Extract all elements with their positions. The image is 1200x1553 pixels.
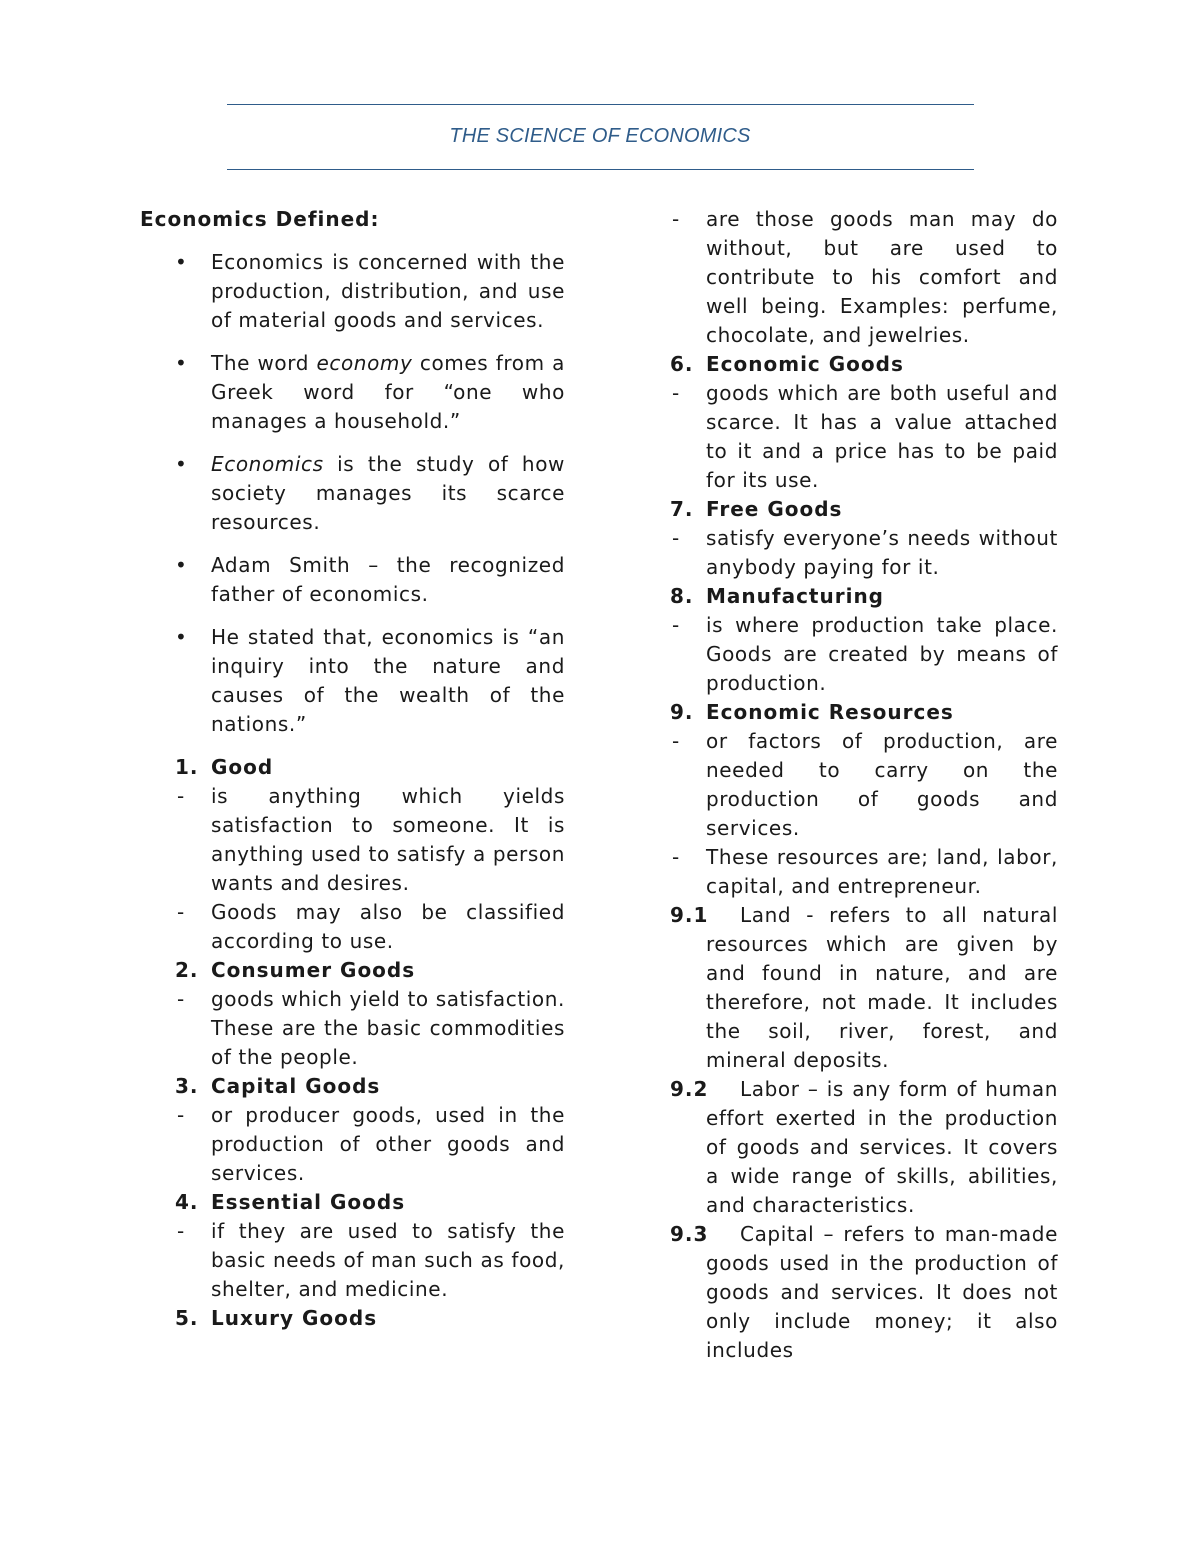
dash-item: - These resources are; land, labor, capital, and entrepreneur. bbox=[672, 845, 1058, 898]
numbered-heading: 5. Luxury Goods bbox=[175, 1306, 378, 1330]
bullet-icon: • bbox=[175, 250, 188, 274]
bullet-text: Economics is concerned with the production, distribution, and use of material goods and services. bbox=[211, 250, 565, 332]
subitem-text: Labor – is any form of human effort exerted in the production of goods and services. It covers a wide range of skills, abilities, and characteristics. bbox=[706, 1077, 1058, 1217]
page-title: THE SCIENCE OF ECONOMICS bbox=[449, 125, 751, 147]
subitem-text: Land - refers to all natural resources which are given by and found in nature, and are therefore, not made. It includes the soil, river, forest, and mineral deposits. bbox=[706, 903, 1058, 1072]
bullet-icon: • bbox=[175, 351, 188, 375]
dash-item: - are those goods man may do without, but are used to contribute to his comfort and well being. Examples: perfume, chocolate, and jewelries. bbox=[672, 207, 1058, 347]
dash-item: - Goods may also be classified according to use. bbox=[177, 900, 565, 953]
numbered-heading: 4. Essential Goods bbox=[175, 1190, 406, 1214]
bullet-item bbox=[140, 623, 565, 739]
numbered-heading: 7. Free Goods bbox=[670, 497, 843, 521]
dash-item: - is where production take place. Goods are created by means of production. bbox=[672, 613, 1058, 695]
numbered-heading: 6. Economic Goods bbox=[670, 352, 904, 376]
dash-item: - goods which yield to satisfaction. These are the basic commodities of the people. bbox=[177, 987, 565, 1069]
bullet-icon: • bbox=[175, 625, 188, 649]
subitem-text: Capital – refers to man-made goods used in the production of goods and services. It does not only include money; it also includes bbox=[706, 1222, 1058, 1362]
dash-item: - satisfy everyone’s needs without anybody paying for it. bbox=[672, 526, 1058, 579]
bullet-item bbox=[140, 248, 565, 335]
bullet-item bbox=[140, 349, 565, 436]
bullet-item bbox=[140, 450, 565, 537]
bullet-item bbox=[140, 551, 565, 609]
numbered-heading: 1. Good bbox=[175, 755, 274, 779]
dash-item: - is anything which yields satisfaction to someone. It is anything used to satisfy a person wants and desires. bbox=[177, 784, 565, 895]
bullet-text: The word economy comes from a Greek word for “one who manages a household.” bbox=[211, 351, 565, 433]
bullet-text: Economics is the study of how society manages its scarce resources. bbox=[211, 452, 565, 534]
top-rule bbox=[227, 104, 974, 105]
right-column bbox=[670, 205, 1058, 1365]
numbered-heading: 9. Economic Resources bbox=[670, 700, 954, 724]
left-column bbox=[140, 205, 565, 1333]
bullet-icon: • bbox=[175, 553, 188, 577]
subitem: 9.3 Capital – refers to man-made goods used in the production of goods and services. It does not only include money; it also includes bbox=[670, 1220, 1058, 1365]
numbered-heading: 2. Consumer Goods bbox=[175, 958, 416, 982]
numbered-heading: 8. Manufacturing bbox=[670, 584, 884, 608]
bottom-rule bbox=[227, 169, 974, 170]
bullet-icon: • bbox=[175, 452, 188, 476]
dash-item: - or factors of production, are needed to carry on the production of goods and services. bbox=[672, 729, 1058, 840]
section-heading: Economics Defined: bbox=[140, 207, 380, 231]
bullet-text: Adam Smith – the recognized father of economics. bbox=[211, 553, 565, 606]
subitem: 9.1 Land - refers to all natural resources which are given by and found in nature, and are therefore, not made. It includes the soil, river, forest, and mineral deposits. bbox=[670, 901, 1058, 1075]
bullet-text: He stated that, economics is “an inquiry into the nature and causes of the wealth of the nations.” bbox=[211, 625, 565, 736]
dash-item: - if they are used to satisfy the basic needs of man such as food, shelter, and medicine. bbox=[177, 1219, 565, 1301]
dash-item: - goods which are both useful and scarce. It has a value attached to it and a price has to be paid for its use. bbox=[672, 381, 1058, 492]
dash-item: - or producer goods, used in the production of other goods and services. bbox=[177, 1103, 565, 1185]
subitem: 9.2 Labor – is any form of human effort exerted in the production of goods and services. It covers a wide range of skills, abilities, and characteristics. bbox=[670, 1075, 1058, 1220]
numbered-heading: 3. Capital Goods bbox=[175, 1074, 381, 1098]
